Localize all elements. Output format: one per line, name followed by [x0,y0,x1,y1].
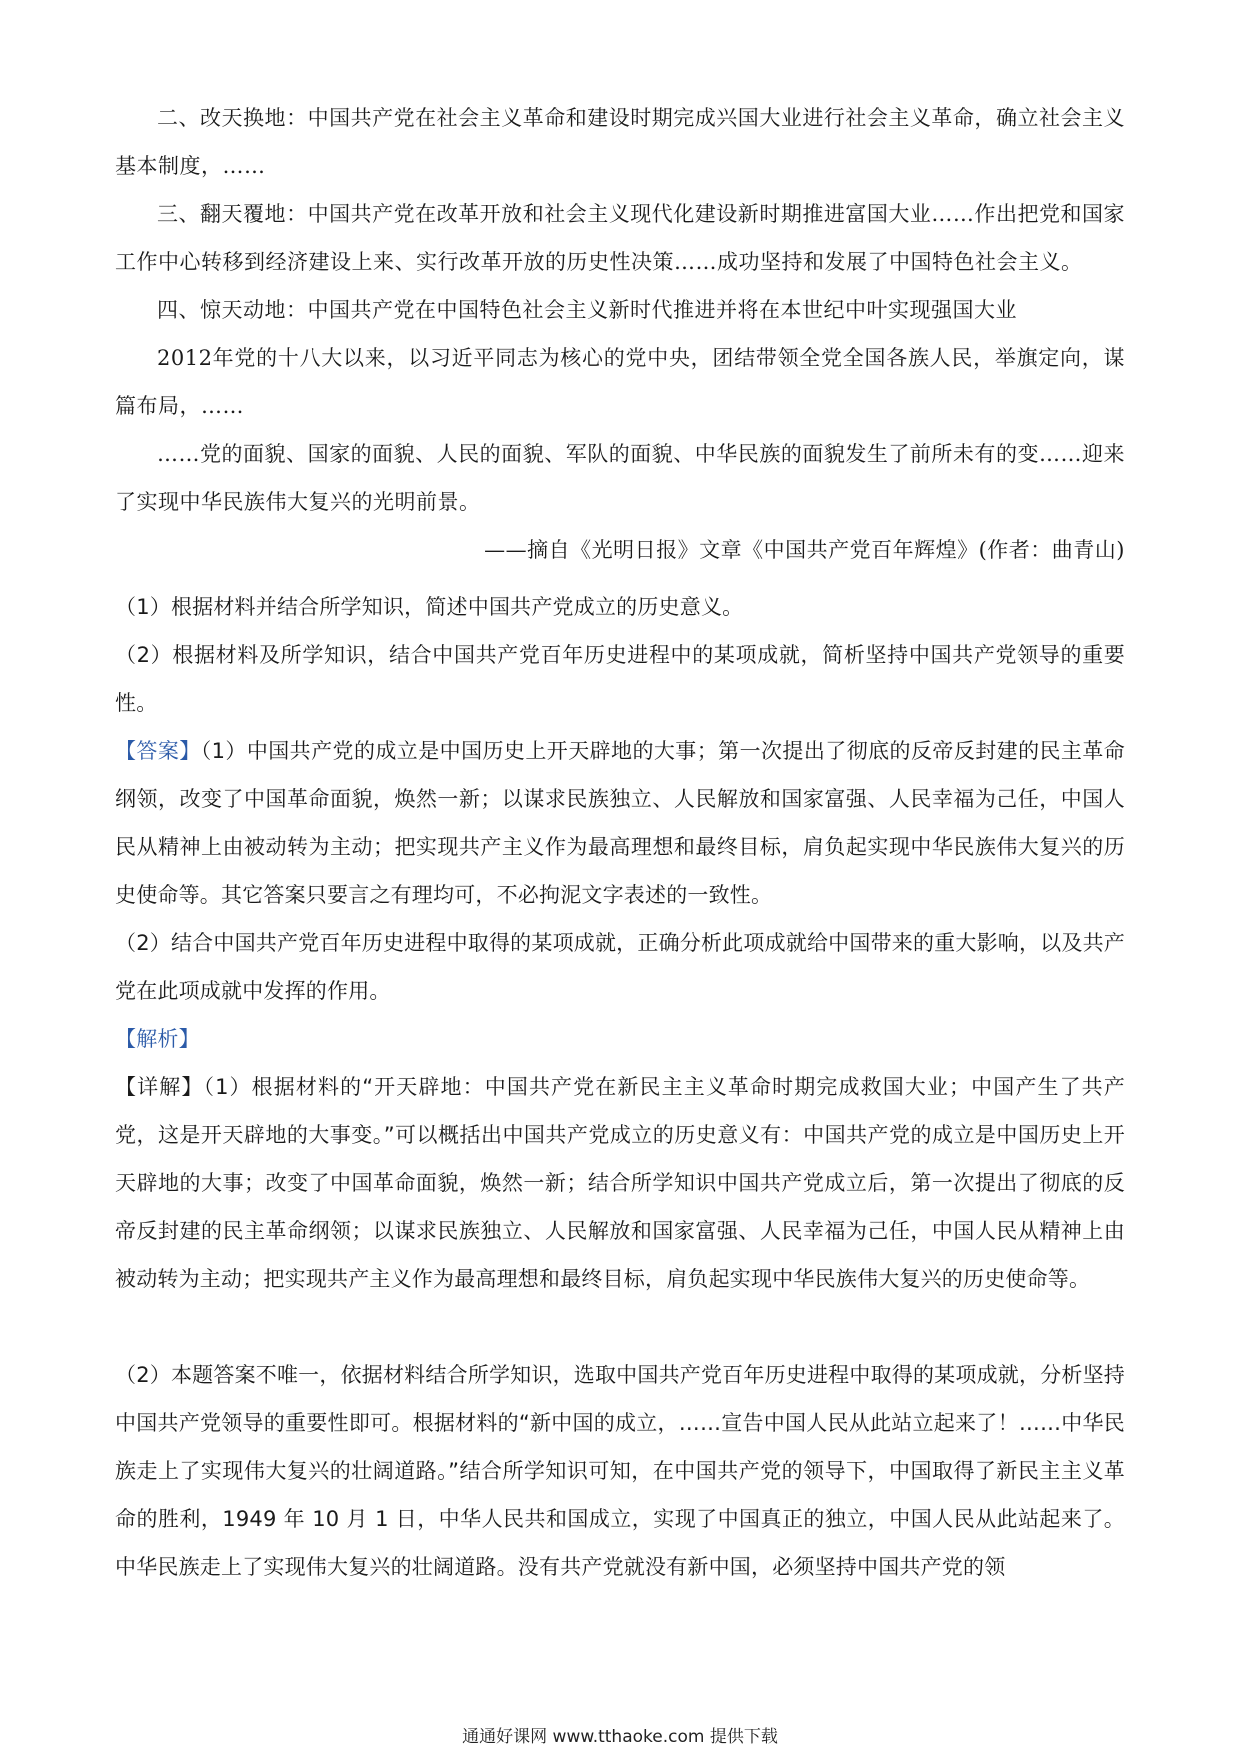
detail-part-1-text: （1）根据材料的“开天辟地：中国共产党在新民主主义革命时期完成救国大业；中国产生了共产党，这是开天辟地的大事变。”可以概括出中国共产党成立的历史意义有：中国共产党的成立是中国历史上开天辟地的大事；改变了中国革命面貌，焕然一新；结合所学知识中国共产党成立后，第一次提出了彻底的反帝反封建的民主革命纲领；以谋求民族独立、人民解放和国家富强、人民幸福为己任，中国人民从精神上由被动转为主动；把实现共产主义作为最高理想和最终目标，肩负起实现中华民族伟大复兴的历史使命等。 [115,1075,1125,1291]
material-paragraph-6: ……党的面貌、国家的面貌、人民的面貌、军队的面貌、中华民族的面貌发生了前所未有的变……迎来了实现中华民族伟大复兴的光明前景。 [115,442,1125,514]
analysis-heading [115,1015,1125,1063]
page-footer: 通通好课网 www.tthaoke.com 提供下载 [462,1727,778,1747]
answer-part-2: （2）结合中国共产党百年历史进程中取得的某项成就，正确分析此项成就给中国带来的重大影响，以及共产党在此项成就中发挥的作用。 [115,931,1125,1003]
detail-part-1 [115,1063,1125,1303]
analysis-label: 【解析】 [115,1027,200,1051]
material-source: ——摘自《光明日报》文章《中国共产党百年辉煌》(作者：曲青山) [484,538,1125,562]
material-paragraph-2: 二、改天换地：中国共产党在社会主义革命和建设时期完成兴国大业进行社会主义革命，确立社会主义基本制度，…… [115,106,1125,178]
material-paragraph-5: 2012年党的十八大以来，以习近平同志为核心的党中央，团结带领全党全国各族人民，举旗定向，谋篇布局，…… [115,346,1125,418]
answer-part-1-text: （1）中国共产党的成立是中国历史上开天辟地的大事；第一次提出了彻底的反帝反封建的民主革命纲领，改变了中国革命面貌，焕然一新；以谋求民族独立、人民解放和国家富强、人民幸福为己任，中国人民从精神上由被动转为主动；把实现共产主义作为最高理想和最终目标，肩负起实现中华民族伟大复兴的历史使命等。其它答案只要言之有理均可，不必拘泥文字表述的一致性。 [115,739,1125,907]
question-1: （1）根据材料并结合所学知识，简述中国共产党成立的历史意义。 [115,595,744,619]
answer-part-1 [115,727,1125,919]
detail-label: 【详解】 [115,1075,204,1099]
detail-part-2: （2）本题答案不唯一，依据材料结合所学知识，选取中国共产党百年历史进程中取得的某项成就，分析坚持中国共产党领导的重要性即可。根据材料的“新中国的成立，……宣告中国人民从此站立起来了！……中华民族走上了实现伟大复兴的壮阔道路。”结合所学知识可知，在中国共产党的领导下，中国取得了新民主主义革命的胜利，1949 年 10 月 1 日，中华人民共和国成立，实现了中国真正的独立，中国人民从此站起来了。中华民族走上了实现伟大复兴的壮阔道路。没有共产党就没有新中国，必须坚持中国共产党的领 [115,1363,1125,1579]
material-paragraph-4: 四、惊天动地：中国共产党在中国特色社会主义新时代推进并将在本世纪中叶实现强国大业 [157,298,1017,322]
material-paragraph-3: 三、翻天覆地：中国共产党在改革开放和社会主义现代化建设新时期推进富国大业……作出把党和国家工作中心转移到经济建设上来、实行改革开放的历史性决策……成功坚持和发展了中国特色社会主义。 [115,202,1125,274]
question-2: （2）根据材料及所学知识，结合中国共产党百年历史进程中的某项成就，简析坚持中国共产党领导的重要性。 [115,643,1125,715]
answer-label: 【答案】 [115,739,201,763]
